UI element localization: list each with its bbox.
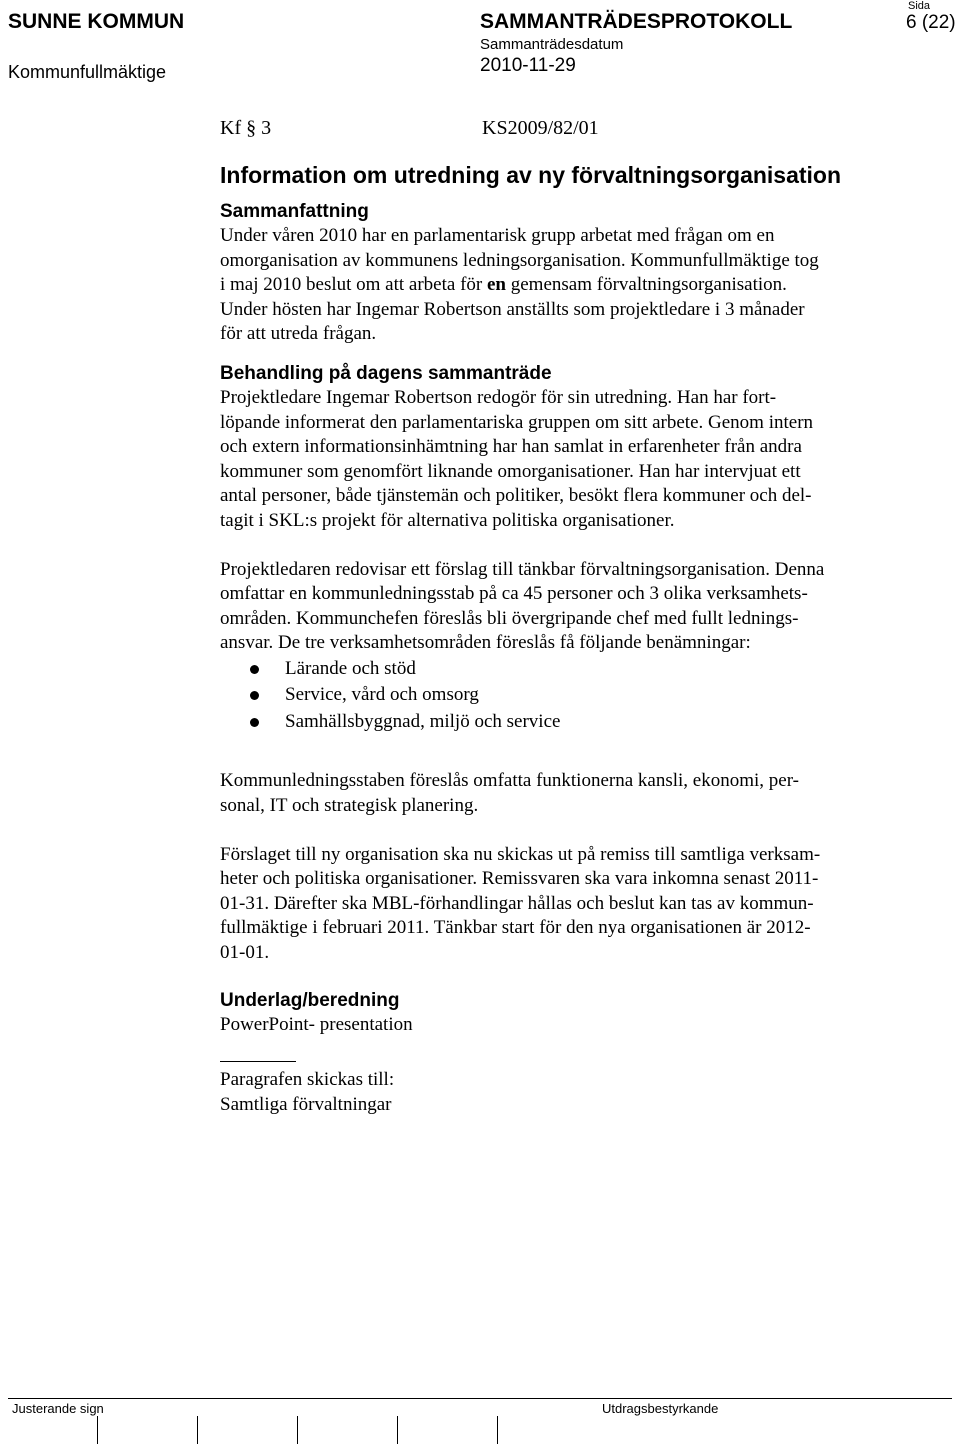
divider-rule: [220, 1061, 296, 1062]
summary-paragraph: [220, 224, 920, 347]
emphasis: en: [486, 274, 506, 296]
meeting-date: 2010-11-29: [480, 55, 576, 76]
signature-field-divider: [97, 1416, 98, 1444]
list-item: [220, 709, 920, 736]
text-line: omfattar en kommunledningsstab på ca 45 personer och 3 olika verksamhets-: [220, 583, 808, 605]
document-type: SAMMANTRÄDESPROTOKOLL: [480, 10, 793, 33]
text-line: och extern informationsinhämtning har han samlat in erfarenheter från andra: [220, 436, 802, 458]
bullet-icon: [250, 718, 259, 727]
signature-label: Justerande sign: [12, 1401, 104, 1416]
text-line: Projektledaren redovisar ett förslag till tänkbar förvaltningsorganisation. Denna: [220, 558, 825, 580]
text-line: ansvar. De tre verksamhetsområden föreslås få följande benämningar:: [220, 632, 751, 654]
distribution-label: Paragrafen skickas till:: [220, 1069, 395, 1091]
governing-body: Kommunfullmäktige: [8, 62, 167, 82]
list-item: [220, 682, 920, 709]
text-line: för att utreda frågan.: [220, 323, 377, 345]
business-areas-list: [220, 656, 920, 736]
signature-footer: [0, 1398, 960, 1447]
text-line: antal personer, både tjänstemän och politiker, besökt flera kommuner och del-: [220, 485, 812, 507]
treatment-paragraph-4: [220, 843, 920, 966]
basis-heading: Underlag/beredning: [220, 989, 400, 1011]
list-item-text: Lärande och stöd: [285, 657, 416, 679]
text-line: sonal, IT och strategisk planering.: [220, 795, 479, 816]
item-title: Information om utredning av ny förvaltningsorganisation: [220, 162, 842, 188]
bullet-icon: [250, 691, 259, 700]
text-line: 01-31. Därefter ska MBL-förhandlingar hållas och beslut kan tas av kommun-: [220, 892, 814, 914]
protocol-content: [220, 115, 920, 1117]
text-line: Under hösten har Ingemar Robertson anställts som projektledare i 3 månader: [220, 298, 805, 320]
text-line: löpande informerat den parlamentariska gruppen om sitt arbete. Genom intern: [220, 411, 814, 433]
list-item-text: Service, vård och omsorg: [285, 684, 479, 706]
treatment-heading: Behandling på dagens sammanträde: [220, 362, 552, 384]
paragraph-number: Kf § 3: [220, 117, 272, 139]
case-reference: [220, 115, 920, 141]
signature-field-divider: [197, 1416, 198, 1444]
text-line: fullmäktige i februari 2011. Tänkbar start för den nya organisationen är 2012-: [220, 917, 811, 939]
list-item-text: Samhällsbyggnad, miljö och service: [285, 710, 561, 732]
text-line: Under våren 2010 har en parlamentarisk grupp arbetat med frågan om en: [220, 225, 775, 246]
signature-field-divider: [497, 1416, 498, 1444]
extract-certification-label: Utdragsbestyrkande: [602, 1401, 719, 1416]
text-line: områden. Kommunchefen föreslås bli övergripande chef med fullt lednings-: [220, 607, 799, 629]
meeting-date-label: Sammanträdesdatum: [480, 36, 624, 53]
signature-field-divider: [397, 1416, 398, 1444]
text-line: kommuner som genomfört liknande omorganisationer. Han har intervjuat ett: [220, 460, 801, 482]
diary-number: KS2009/82/01: [482, 117, 599, 139]
text-line: Projektledare Ingemar Robertson redogör för sin utredning. Han har fort-: [220, 386, 777, 408]
text-line: tagit i SKL:s projekt för alternativa politiska organisationer.: [220, 509, 675, 531]
text-line: Kommunledningsstaben föreslås omfatta funktionerna kansli, ekonomi, per-: [220, 770, 799, 792]
summary-heading: Sammanfattning: [220, 201, 369, 222]
text-line: heter och politiska organisationer. Remissvaren ska vara inkomna senast 2011-: [220, 868, 819, 890]
treatment-paragraph-2: [220, 558, 920, 656]
treatment-paragraph-1: [220, 386, 920, 534]
bullet-icon: [250, 665, 259, 674]
signature-field-divider: [297, 1416, 298, 1444]
text-line: omorganisation av kommunens ledningsorganisation. Kommunfullmäktige tog: [220, 249, 819, 271]
text-line: 01-01.: [220, 941, 270, 963]
organization-name: SUNNE KOMMUN: [8, 10, 185, 33]
basis-item: PowerPoint- presentation: [220, 1013, 413, 1035]
text-line: i maj 2010 beslut om att arbeta för en gemensam förvaltningsorganisation.: [220, 274, 787, 296]
list-item: [220, 656, 920, 683]
footer-rule: [8, 1398, 952, 1399]
treatment-paragraph-3: [220, 769, 920, 818]
distribution-recipient: Samtliga förvaltningar: [220, 1093, 392, 1115]
text-line: Förslaget till ny organisation ska nu skickas ut på remiss till samtliga verksam-: [220, 843, 821, 865]
page-number: 6 (22): [906, 12, 956, 33]
page-label: Sida: [908, 0, 931, 12]
